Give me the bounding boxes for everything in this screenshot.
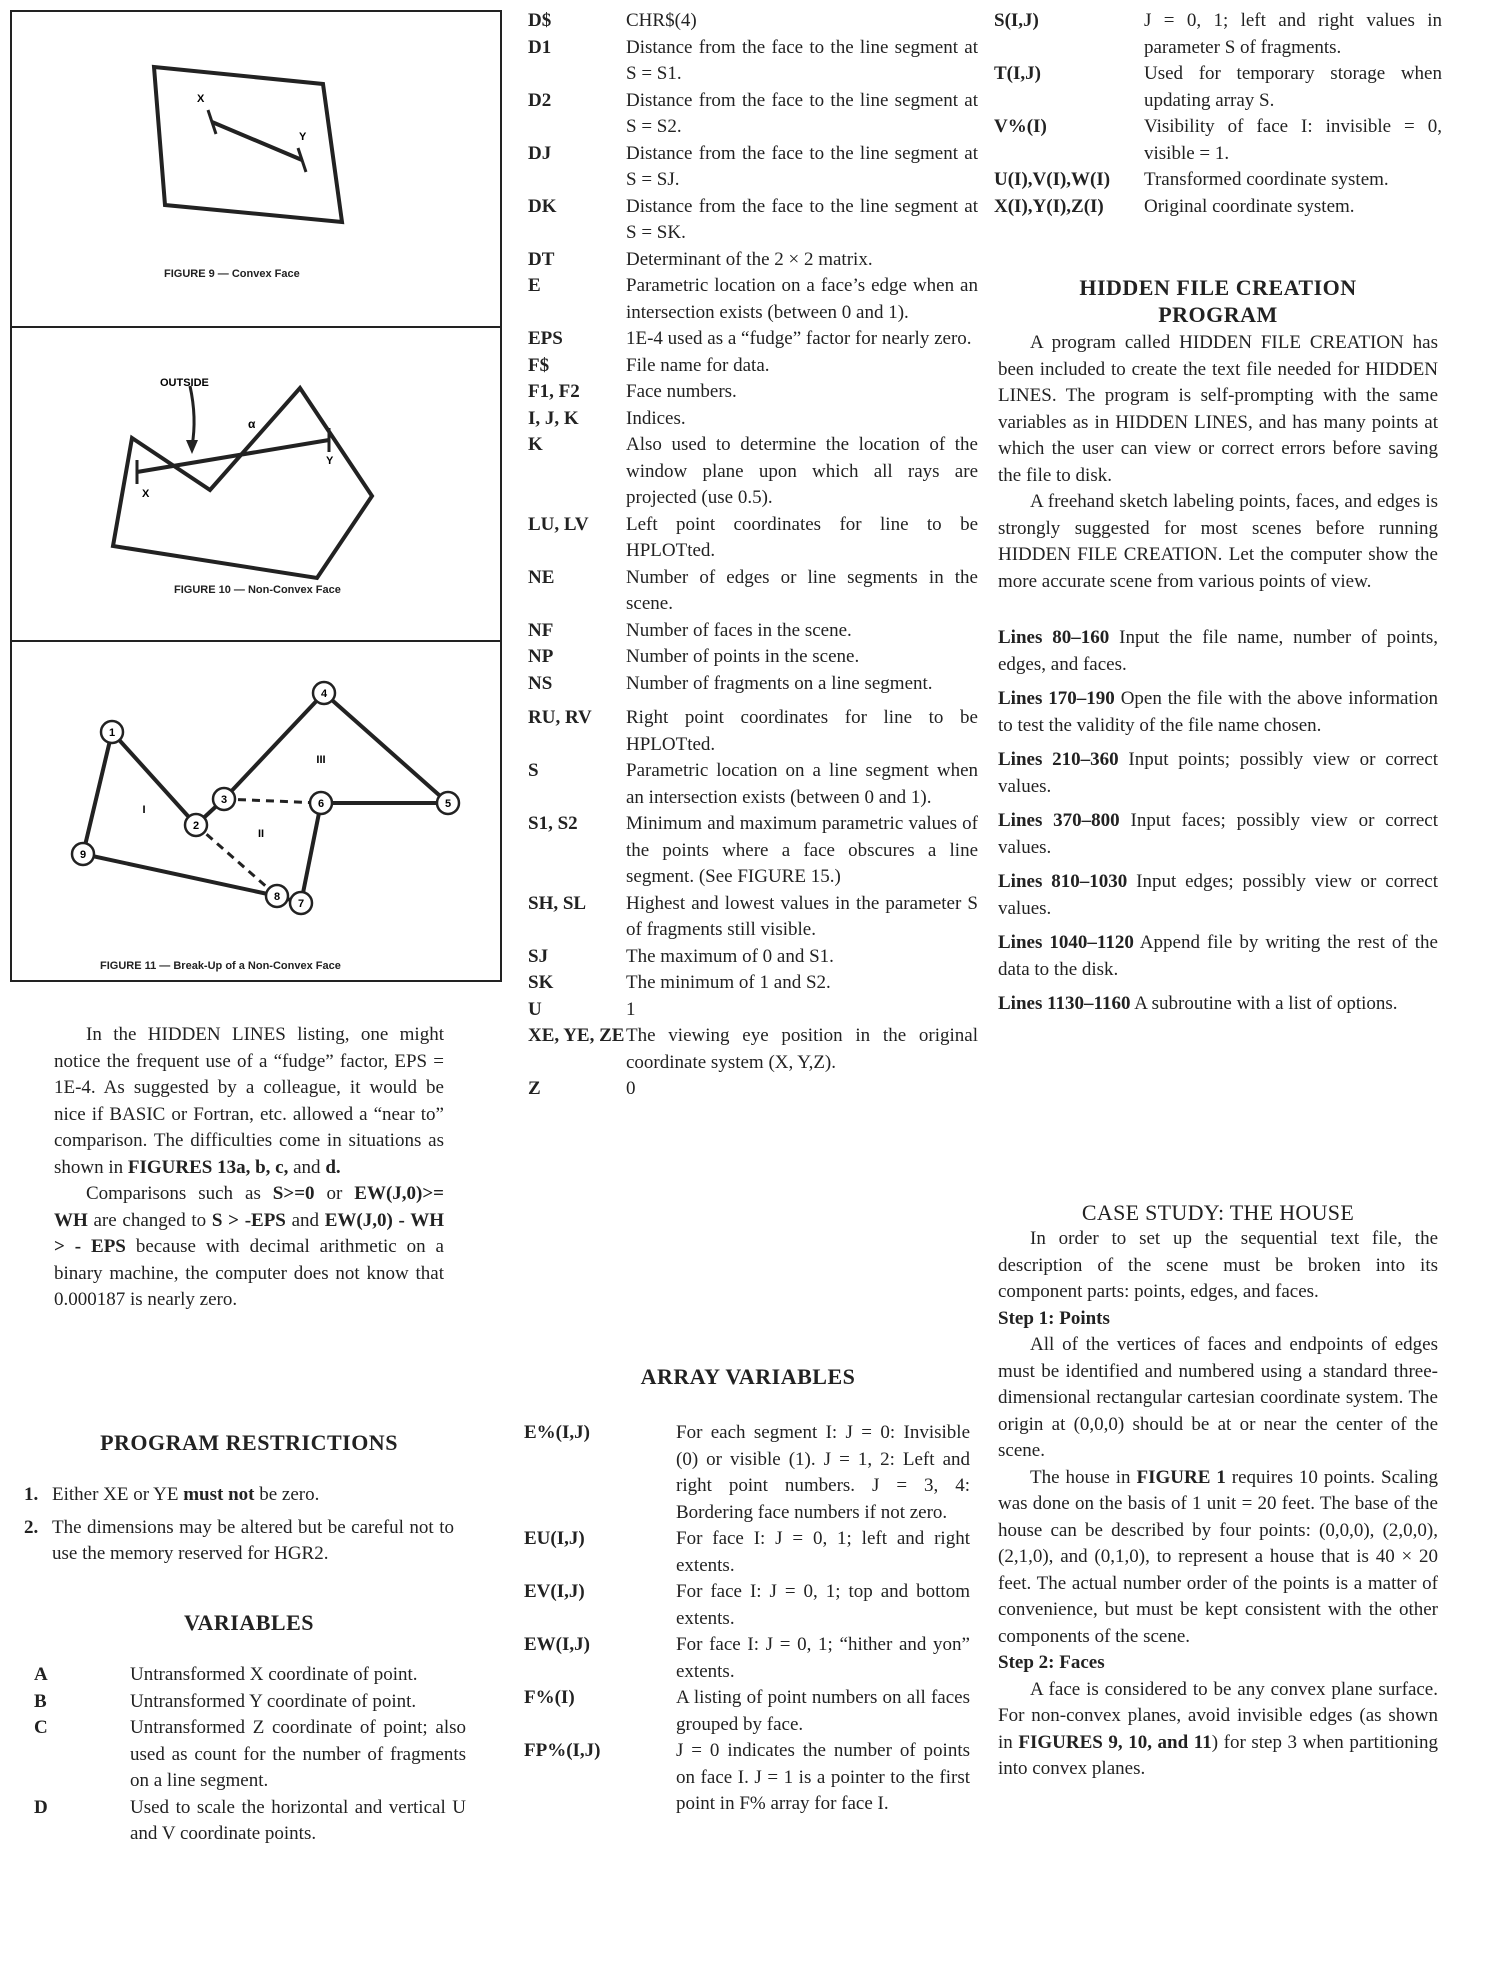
figure-9-drawing: [12, 12, 500, 328]
array-variables-table: [524, 1420, 970, 1818]
case-study-paragraph-2: All of the vertices of faces and endpoints of edges must be identified and numbered using a standard three-dimensional rectangular cartesian coordinate system. The origin at (0,0,0) should be at or near the center of the scene.: [998, 1334, 1438, 1461]
line-item: Lines 80–160 Input the file name, number of points, edges, and faces.: [998, 627, 1438, 675]
restriction-item: 1. Either XE or YE must not be zero.: [24, 1484, 320, 1505]
fig11-node-7: 7: [297, 898, 305, 910]
array-row: X(I),Y(I),Z(I) Original coordinate system.: [994, 195, 1355, 217]
intro-paragraph-1: In the HIDDEN LINES listing, one might notice the frequent use of a “fudge” factor, EPS = 1E-4. As suggested by a colleague, it would be nice if BASIC or Fortran, etc. allowed a “near to” comparison. The difficulties come in situations as shown in FIGURES 13a, b, c, and d.: [54, 1024, 444, 1178]
variable-row: SJ The maximum of 0 and S1.: [528, 945, 834, 967]
variables-heading: VARIABLES: [183, 1610, 315, 1635]
variable-row: S Parametric location on a line segment when an intersection exists (between 0 and 1).: [528, 760, 978, 808]
array-row: T(I,J) Used for temporary storage when updating array S.: [994, 63, 1442, 111]
fig11-region-i: I: [142, 804, 146, 816]
fig10-label-alpha: α: [248, 417, 256, 431]
case-study-heading: CASE STUDY: THE HOUSE: [1081, 1200, 1355, 1225]
variable-row: E Parametric location on a face’s edge when an intersection exists (between 0 and 1).: [528, 275, 978, 323]
variable-row: D2 Distance from the face to the line segment at S = S2.: [528, 89, 978, 137]
array-row: U(I),V(I),W(I) Transformed coordinate system.: [994, 169, 1389, 190]
variable-row: F$ File name for data.: [528, 354, 770, 376]
variable-row: B Untransformed Y coordinate of point.: [34, 1690, 417, 1712]
case-study-paragraph-4: A face is considered to be any convex plane surface. For non-convex planes, avoid invisible edges (as shown in FIGURES 9, 10, and 11) for step 3 when partitioning into convex planes.: [998, 1678, 1438, 1779]
fig9-label-x: X: [197, 93, 205, 105]
variable-row: U 1: [528, 998, 636, 1020]
line-item: Lines 170–190 Open the file with the above information to test the validity of the file name chosen.: [998, 688, 1438, 736]
step-1-heading: Step 1: Points: [998, 1307, 1110, 1329]
variable-row: S1, S2 Minimum and maximum parametric values of the points where a face obscures a line segment. (See FIGURE 15.): [528, 813, 978, 887]
restrictions-heading: PROGRAM RESTRICTIONS: [100, 1430, 398, 1455]
array-row: EU(I,J) For face I: J = 0, 1; left and right extents.: [524, 1528, 970, 1576]
line-descriptions: [998, 625, 1438, 1018]
array-variables-table-cont: [994, 8, 1442, 220]
fig10-label-x: X: [142, 488, 150, 500]
variable-row: DT Determinant of the 2 × 2 matrix.: [528, 248, 873, 270]
variable-row: D Used to scale the horizontal and vertical U and V coordinate points.: [34, 1796, 466, 1844]
variable-row: Z 0: [528, 1078, 636, 1099]
fig10-label-outside: OUTSIDE: [160, 377, 209, 389]
fig11-node-1: 1: [108, 727, 116, 739]
figure-11-drawing: [12, 642, 500, 980]
intro-paragraph-2: Comparisons such as S>=0 or EW(J,0)>= WH are changed to S > -EPS and EW(J,0) - WH > - EPS because with decimal arithmetic on a binary machine, the computer does not know that 0.000187 is nearly zero.: [54, 1183, 444, 1310]
variable-row: K Also used to determine the location of the window plane upon which all rays are projected (use 0.5).: [528, 434, 978, 508]
variable-row: D$ CHR$(4): [528, 10, 697, 31]
figure-11: [10, 640, 502, 982]
array-row: S(I,J) J = 0, 1; left and right values in parameter S of fragments.: [994, 10, 1442, 58]
variable-row: D1 Distance from the face to the line segment at S = S1.: [528, 36, 978, 84]
variable-row: EPS 1E-4 used as a “fudge” factor for nearly zero.: [528, 328, 972, 349]
variable-row: DJ Distance from the face to the line segment at S = SJ.: [528, 142, 978, 190]
variable-row: NF Number of faces in the scene.: [528, 619, 852, 641]
case-study-paragraph-3: The house in FIGURE 1 requires 10 points. Scaling was done on the basis of 1 unit = 20 feet. The base of the house can be described by four points: (0,0,0), (2,0,0), (2,1,0), and (0,1,0), to represent a house that is 40 × 20 feet. The actual number order of the points is a matter of convenience, but must be kept consistent with the other components of the scene.: [998, 1466, 1438, 1647]
hidden-file-paragraph-2: A freehand sketch labeling points, faces, and edges is strongly suggested for most scenes before running HIDDEN FILE CREATION. Let the computer show the more accurate scene from various points of view.: [998, 491, 1438, 592]
variable-row: NE Number of edges or line segments in the scene.: [528, 566, 978, 614]
fig11-node-9: 9: [79, 849, 87, 861]
array-row: EV(I,J) For face I: J = 0, 1; top and bottom extents.: [524, 1581, 970, 1629]
restrictions-list: [20, 1482, 454, 1568]
variable-row: LU, LV Left point coordinates for line to be HPLOTted.: [528, 513, 978, 561]
variable-row: I, J, K Indices.: [528, 407, 686, 429]
step-2-heading: Step 2: Faces: [998, 1652, 1105, 1673]
variable-row: XE, YE, ZE The viewing eye position in the original coordinate system (X, Y,Z).: [528, 1025, 978, 1073]
array-row: EW(I,J) For face I: J = 0, 1; “hither and yon” extents.: [524, 1634, 970, 1682]
hidden-file-text: [998, 330, 1438, 1026]
fig11-node-5: 5: [444, 798, 452, 810]
case-study-paragraph-1: In order to set up the sequential text file, the description of the scene must be broken into its component parts: points, edges, and faces.: [998, 1228, 1438, 1302]
array-row: E%(I,J) For each segment I: J = 0: Invisible (0) or visible (1). J = 1, 2: Left and right point numbers. J = 3, 4: Bordering face numbers if not zero.: [524, 1422, 970, 1523]
restriction-item: 2. The dimensions may be altered but be careful not to use the memory reserved for HGR2.: [24, 1516, 454, 1564]
line-item: Lines 1040–1120 Append file by writing the rest of the data to the disk.: [998, 932, 1438, 980]
fig9-label-y: Y: [299, 131, 307, 143]
figure-9-caption: FIGURE 9 — Convex Face: [164, 268, 300, 280]
fig10-label-y: Y: [326, 455, 334, 467]
fig11-node-8: 8: [273, 891, 281, 903]
variable-row: NS Number of fragments on a line segment.: [528, 672, 933, 694]
line-item: Lines 370–800 Input faces; possibly view or correct values.: [998, 810, 1438, 858]
intro-text: [54, 1022, 444, 1314]
variable-row: A Untransformed X coordinate of point.: [34, 1664, 418, 1685]
hidden-file-paragraph-1: A program called HIDDEN FILE CREATION has been included to create the text file needed for HIDDEN LINES. The program is self-prompting with the same variables as in HIDDEN LINES, and has many points at which the user can view or correct errors before saving the file to disk.: [998, 332, 1438, 486]
figure-10: [10, 326, 502, 644]
array-row: V%(I) Visibility of face I: invisible = 0, visible = 1.: [994, 116, 1442, 164]
variable-row: SH, SL Highest and lowest values in the parameter S of fragments still visible.: [528, 892, 978, 940]
variable-row: DK Distance from the face to the line segment at S = SK.: [528, 195, 978, 243]
variable-row: NP Number of points in the scene.: [528, 646, 860, 667]
fig11-node-2: 2: [192, 820, 200, 832]
variables-table-1: [34, 1662, 466, 1848]
variables-table-2: [528, 8, 978, 1103]
array-row: FP%(I,J) J = 0 indicates the number of points on face I. J = 1 is a pointer to the first point in F% array for face I.: [524, 1740, 970, 1814]
fig11-node-4: 4: [320, 688, 328, 700]
figure-9: [10, 10, 502, 330]
variable-row: F1, F2 Face numbers.: [528, 381, 737, 402]
variable-row: C Untransformed Z coordinate of point; also used as count for the number of fragments on a line segment.: [34, 1717, 466, 1791]
line-item: Lines 1130–1160 A subroutine with a list of options.: [998, 993, 1398, 1014]
array-row: F%(I) A listing of point numbers on all faces grouped by face.: [524, 1687, 970, 1735]
fig11-region-iii: III: [316, 754, 326, 766]
array-variables-heading: ARRAY VARIABLES: [640, 1364, 856, 1389]
line-item: Lines 810–1030 Input edges; possibly view or correct values.: [998, 871, 1438, 919]
hidden-file-heading: HIDDEN FILE CREATION PROGRAM: [1079, 275, 1357, 327]
figure-11-caption: FIGURE 11 — Break-Up of a Non-Convex Face: [100, 960, 341, 972]
fig11-node-3: 3: [220, 794, 228, 806]
line-item: Lines 210–360 Input points; possibly view or correct values.: [998, 749, 1438, 797]
variable-row: SK The minimum of 1 and S2.: [528, 972, 831, 993]
figure-10-caption: FIGURE 10 — Non-Convex Face: [174, 584, 341, 596]
variable-row: RU, RV Right point coordinates for line to be HPLOTted.: [528, 707, 978, 755]
fig11-node-6: 6: [317, 798, 325, 810]
case-study-text: [998, 1226, 1438, 1783]
fig11-region-ii: II: [257, 828, 265, 840]
